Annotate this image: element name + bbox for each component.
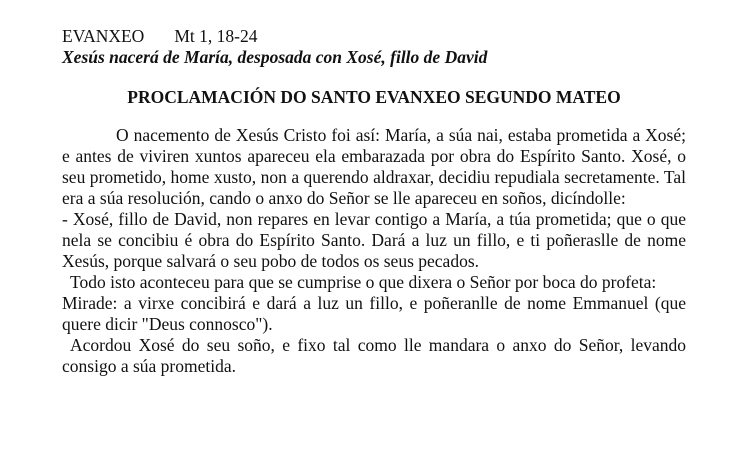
header-line xyxy=(62,26,686,47)
paragraph-2: - Xosé, fillo de David, non repares en levar contigo a María, a túa prometida; que o que nela se concibiu é obra do Espírito Santo. Dará a luz un fillo, e ti poñeraslle de nome Xesús, porque salvará o seu pobo de todos os seus pecados. xyxy=(62,209,686,271)
scripture-reference: Mt 1, 18-24 xyxy=(174,26,258,46)
paragraph-5: Acordou Xosé do seu soño, e fixo tal como lle mandara o anxo do Señor, levando consigo a súa prometida. xyxy=(62,335,686,376)
paragraph-3: Todo isto aconteceu para que se cumprise o que dixera o Señor por boca do profeta: xyxy=(70,272,657,292)
reading-body xyxy=(62,125,686,377)
document-page xyxy=(62,26,686,377)
paragraph-1: O nacemento de Xesús Cristo foi así: María, a súa nai, estaba prometida a Xosé; e antes de viviren xuntos apareceu ela embarazada por obra do Espírito Santo. Xosé, o seu prometido, home xusto, non a querendo aldraxar, decidiu repudiala secretamente. Tal era a súa resolución, cando o anxo do Señor se lle apareceu en soños, dicíndolle: xyxy=(62,125,686,208)
section-label: EVANXEO xyxy=(62,26,145,46)
proclamation-heading: PROCLAMACIÓN DO SANTO EVANXEO SEGUNDO MATEO xyxy=(127,87,621,107)
reading-subtitle: Xesús nacerá de María, desposada con Xosé, fillo de David xyxy=(62,47,488,67)
paragraph-4: Mirade: a virxe concibirá e dará a luz un fillo, e poñeranlle de nome Emmanuel (que quere dicir "Deus connosco"). xyxy=(62,293,686,334)
